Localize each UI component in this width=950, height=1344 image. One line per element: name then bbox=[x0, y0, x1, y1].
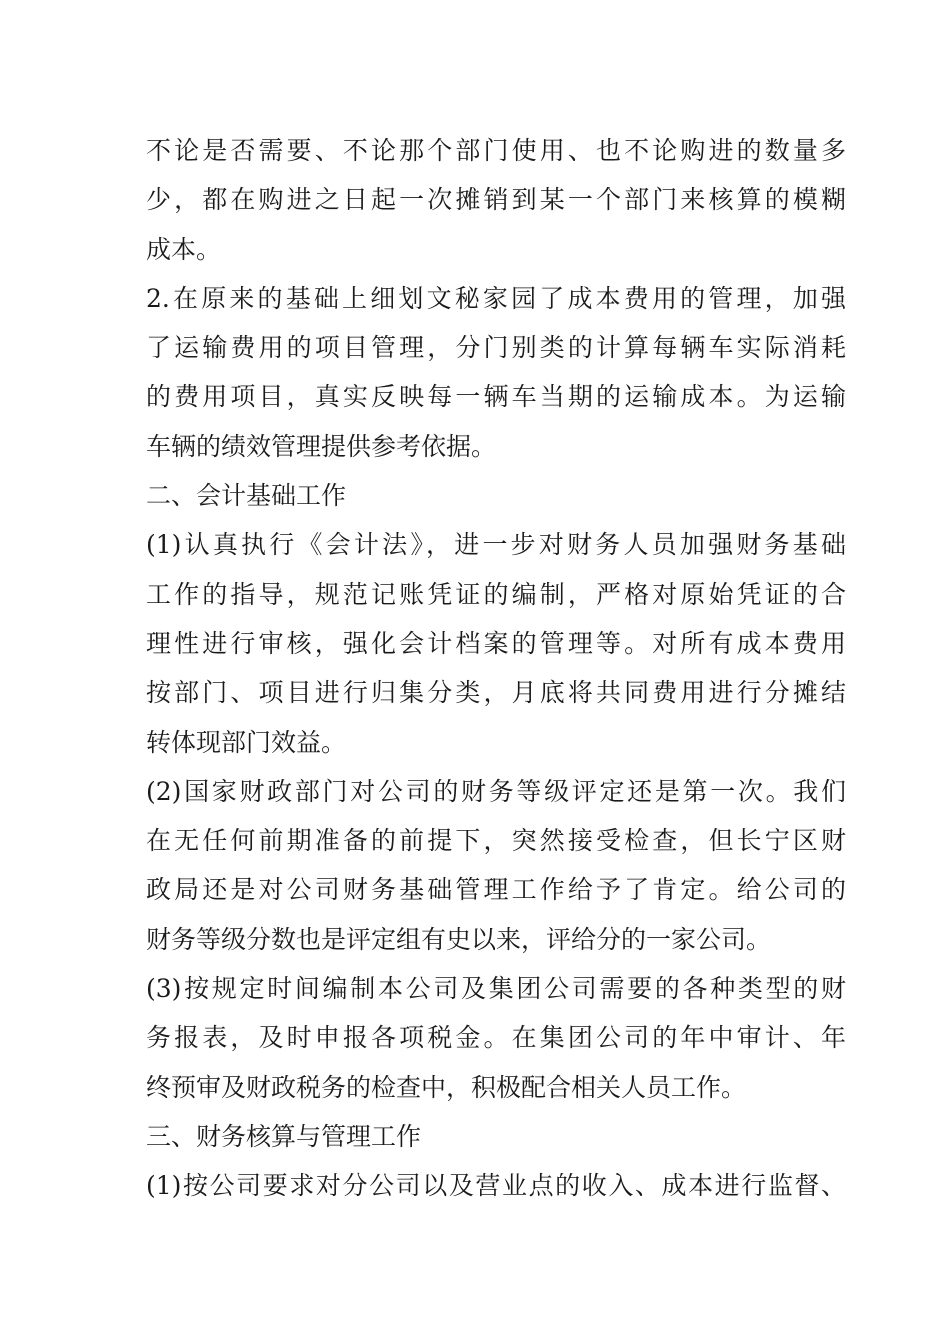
text-line: 按部门、项目进行归集分类，月底将共同费用进行分摊结 bbox=[146, 678, 846, 708]
text-line: 务报表，及时申报各项税金。在集团公司的年中审计、年 bbox=[146, 1023, 846, 1053]
text-line: 2.在原来的基础上细划文秘家园了成本费用的管理，加强 bbox=[146, 283, 846, 313]
text-line: (1)认真执行《会计法》，进一步对财务人员加强财务基础 bbox=[146, 530, 846, 560]
text-line: (3)按规定时间编制本公司及集团公司需要的各种类型的财 bbox=[146, 974, 846, 1004]
text-line: 政局还是对公司财务基础管理工作给予了肯定。给公司的 bbox=[146, 875, 846, 905]
text-line: 了运输费用的项目管理，分门别类的计算每辆车实际消耗 bbox=[146, 333, 846, 363]
text-line: 财务等级分数也是评定组有史以来，评给分的一家公司。 bbox=[146, 924, 772, 954]
text-line: (1)按公司要求对分公司以及营业点的收入、成本进行监督、 bbox=[146, 1171, 846, 1201]
text-line: 的费用项目，真实反映每一辆车当期的运输成本。为运输 bbox=[146, 382, 846, 412]
text-line: 理性进行审核，强化会计档案的管理等。对所有成本费用 bbox=[146, 628, 846, 658]
text-line: 在无任何前期准备的前提下，突然接受检查，但长宁区财 bbox=[146, 826, 846, 856]
text-line: (2)国家财政部门对公司的财务等级评定还是第一次。我们 bbox=[146, 776, 846, 806]
text-line: 少，都在购进之日起一次摊销到某一个部门来核算的模糊 bbox=[146, 185, 846, 215]
text-line: 转体现部门效益。 bbox=[146, 727, 347, 757]
text-line: 终预审及财政税务的检查中，积极配合相关人员工作。 bbox=[146, 1072, 747, 1102]
text-line: 车辆的绩效管理提供参考依据。 bbox=[146, 431, 497, 461]
text-line: 不论是否需要、不论那个部门使用、也不论购进的数量多 bbox=[146, 136, 846, 165]
section-heading: 三、财务核算与管理工作 bbox=[146, 1121, 422, 1151]
text-line: 工作的指导，规范记账凭证的编制，严格对原始凭证的合 bbox=[146, 579, 846, 609]
body-text bbox=[146, 126, 846, 1211]
text-line: 成本。 bbox=[146, 234, 222, 264]
section-heading: 二、会计基础工作 bbox=[146, 481, 347, 511]
